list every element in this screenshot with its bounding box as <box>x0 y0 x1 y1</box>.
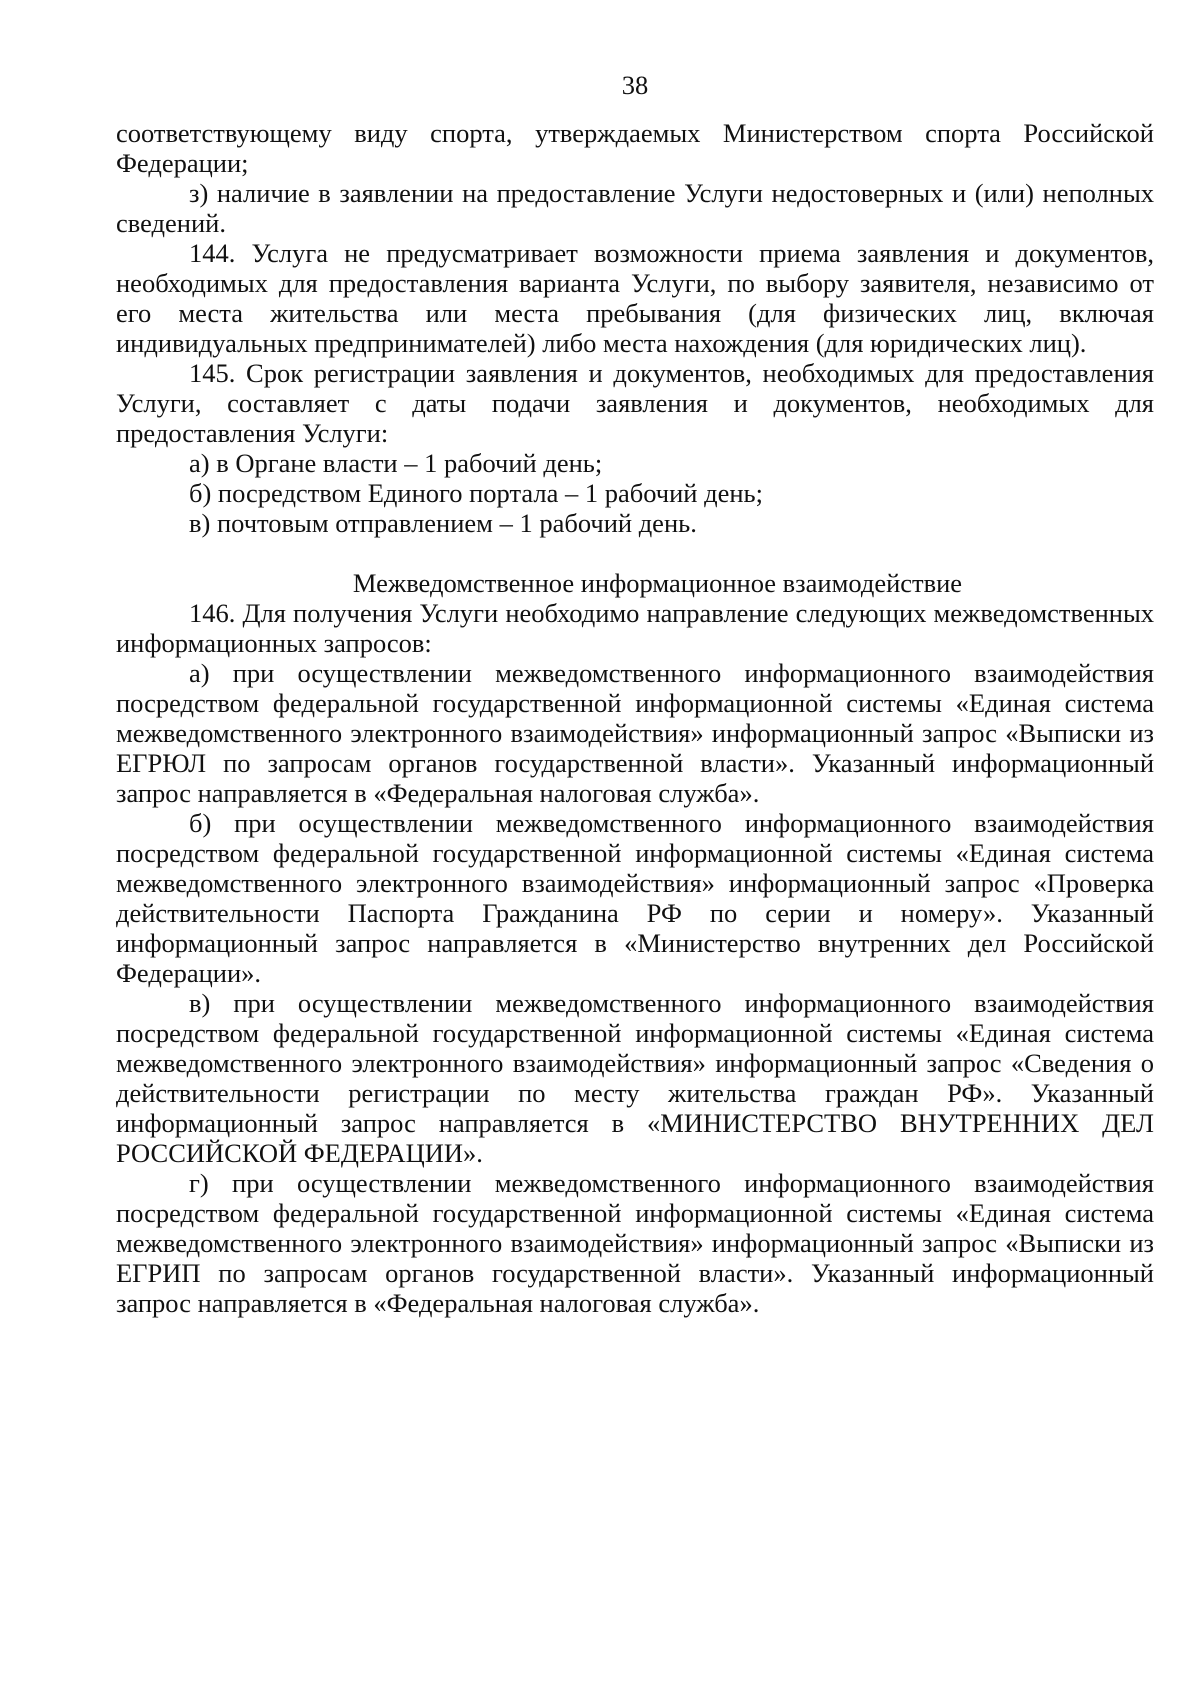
page-number: 38 <box>621 70 649 100</box>
paragraph-145-item-a: а) в Органе власти – 1 рабочий день; <box>189 448 603 478</box>
paragraph-146-item-b: б) при осуществлении межведомственного информационного взаимодействия посредством федеральной государственной информационной системы «Единая система межведомственного электронного взаимодействия» информационный запрос «Проверка действительности Паспорта Гражданина РФ по серии и номеру». Указанный информационный запрос направляется в «Министерство внутренних дел Российской Федерации». <box>116 808 1154 988</box>
paragraph-146-item-g: г) при осуществлении межведомственного информационного взаимодействия посредством федеральной государственной информационной системы «Единая система межведомственного электронного взаимодействия» информационный запрос «Выписки из ЕГРИП по запросам органов государственной власти». Указанный информационный запрос направляется в «Федеральная налоговая служба». <box>116 1168 1154 1318</box>
section-heading: Межведомственное информационное взаимодействие <box>352 568 963 598</box>
paragraph-146-item-v: в) при осуществлении межведомственного информационного взаимодействия посредством федеральной государственной информационной системы «Единая система межведомственного электронного взаимодействия» информационный запрос «Сведения о действительности регистрации по месту жительства граждан РФ». Указанный информационный запрос направляется в «МИНИСТЕРСТВО ВНУТРЕННИХ ДЕЛ РОССИЙСКОЙ ФЕДЕРАЦИИ». <box>116 988 1154 1168</box>
paragraph-145: 145. Срок регистрации заявления и документов, необходимых для предоставления Услуги, составляет с даты подачи заявления и документов, необходимых для предоставления Услуги: <box>116 358 1154 448</box>
paragraph-145-item-v: в) почтовым отправлением – 1 рабочий день. <box>189 508 697 538</box>
paragraph-item-z: з) наличие в заявлении на предоставление Услуги недостоверных и (или) неполных сведений. <box>116 178 1154 238</box>
paragraph-144: 144. Услуга не предусматривает возможности приема заявления и документов, необходимых для предоставления варианта Услуги, по выбору заявителя, независимо от его места жительства или места пребывания (для физических лиц, включая индивидуальных предпринимателей) либо места нахождения (для юридических лиц). <box>116 238 1154 358</box>
document-body <box>116 118 1154 1318</box>
paragraph-continuation: соответствующему виду спорта, утверждаемых Министерством спорта Российской Федерации; <box>116 118 1154 178</box>
paragraph-146-item-a: а) при осуществлении межведомственного информационного взаимодействия посредством федеральной государственной информационной системы «Единая система межведомственного электронного взаимодействия» информационный запрос «Выписки из ЕГРЮЛ по запросам органов государственной власти». Указанный информационный запрос направляется в «Федеральная налоговая служба». <box>116 658 1154 808</box>
paragraph-146: 146. Для получения Услуги необходимо направление следующих межведомственных информационных запросов: <box>116 598 1154 658</box>
paragraph-145-item-b: б) посредством Единого портала – 1 рабочий день; <box>189 478 763 508</box>
